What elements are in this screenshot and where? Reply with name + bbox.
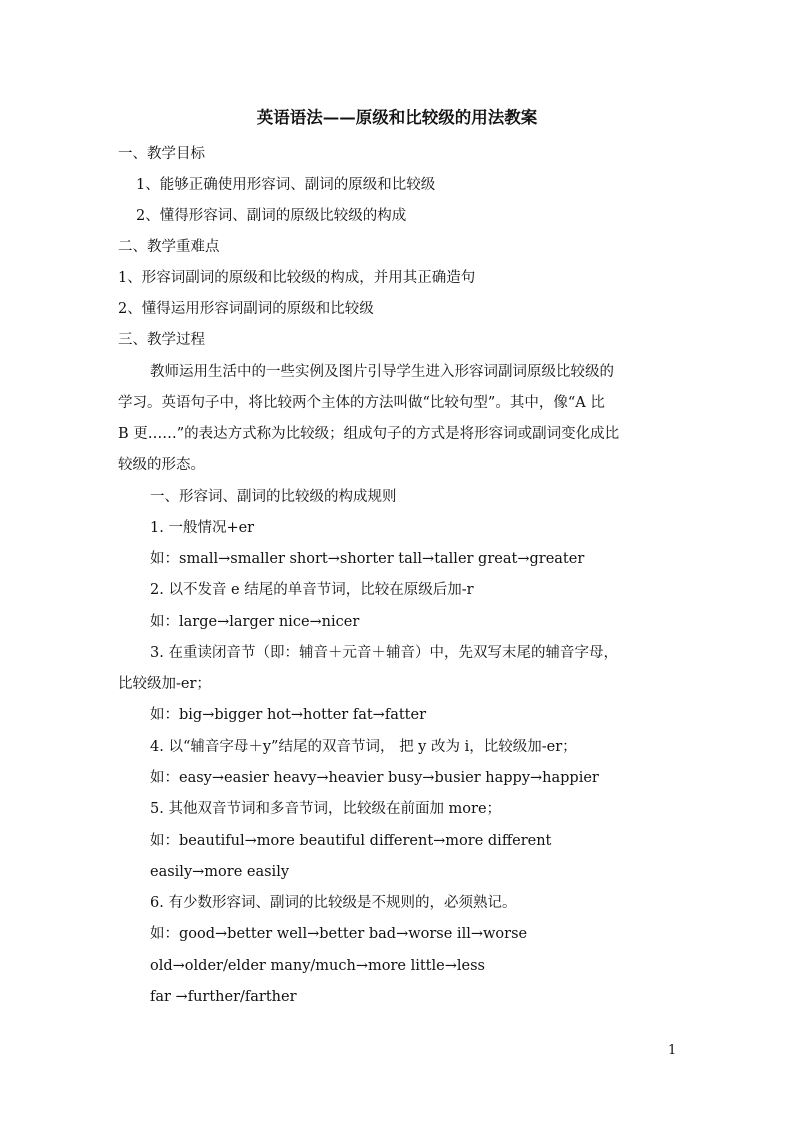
example-line: easily→more easily: [150, 864, 290, 880]
example-line: 如：large→larger nice→nicer: [150, 614, 360, 630]
section-heading-process: 三、教学过程: [118, 332, 205, 348]
example-line: old→older/elder many/much→more little→less: [150, 958, 485, 974]
example-line: 如：beautiful→more beautiful different→more different: [150, 833, 552, 849]
paragraph-line: B 更……”的表达方式称为比较级；组成句子的方式是将形容词或副词变化成比: [118, 426, 620, 442]
objective-item: 1、能够正确使用形容词、副词的原级和比较级: [136, 177, 436, 193]
example-line: 如：easy→easier heavy→heavier busy→busier happy→happier: [150, 770, 599, 786]
example-line: 如：big→bigger hot→hotter fat→fatter: [150, 707, 427, 723]
section-heading-objectives: 一、教学目标: [118, 146, 205, 162]
example-line: far →further/farther: [150, 989, 297, 1005]
page-number: 1: [668, 1043, 677, 1058]
rule-item: 5. 其他双音节词和多音节词，比较级在前面加 more；: [150, 801, 502, 817]
objective-item: 2、懂得形容词、副词的原级比较级的构成: [136, 208, 407, 224]
rule-item: 3. 在重读闭音节（即：辅音＋元音＋辅音）中，先双写末尾的辅音字母，: [150, 645, 618, 661]
rule-item: 1. 一般情况+er: [150, 520, 255, 536]
example-line: 如：good→better well→better bad→worse ill→worse: [150, 926, 528, 942]
difficulty-item: 1、形容词副词的原级和比较级的构成，并用其正确造句: [118, 270, 476, 286]
paragraph-line: 学习。英语句子中，将比较两个主体的方法叫做“比较句型”。其中，像“A 比: [118, 395, 605, 411]
rule-item-continued: 比较级加-er；: [118, 676, 211, 692]
rule-item: 2. 以不发音 e 结尾的单音节词，比较在原级后加-r: [150, 582, 474, 598]
rule-item: 4. 以“辅音字母＋y”结尾的双音节词， 把 y 改为 i，比较级加-er；: [150, 739, 577, 755]
section-heading-difficulties: 二、教学重难点: [118, 239, 220, 255]
rule-item: 6. 有少数形容词、副词的比较级是不规则的，必须熟记。: [150, 895, 517, 911]
example-line: 如：small→smaller short→shorter tall→taller great→greater: [150, 551, 585, 567]
paragraph-line: 较级的形态。: [118, 457, 205, 473]
document-title: 英语语法——原级和比较级的用法教案: [256, 108, 538, 127]
paragraph-line: 教师运用生活中的一些实例及图片引导学生进入形容词副词原级比较级的: [150, 364, 614, 380]
subsection-heading: 一、形容词、副词的比较级的构成规则: [150, 489, 397, 505]
difficulty-item: 2、懂得运用形容词副词的原级和比较级: [118, 301, 374, 317]
